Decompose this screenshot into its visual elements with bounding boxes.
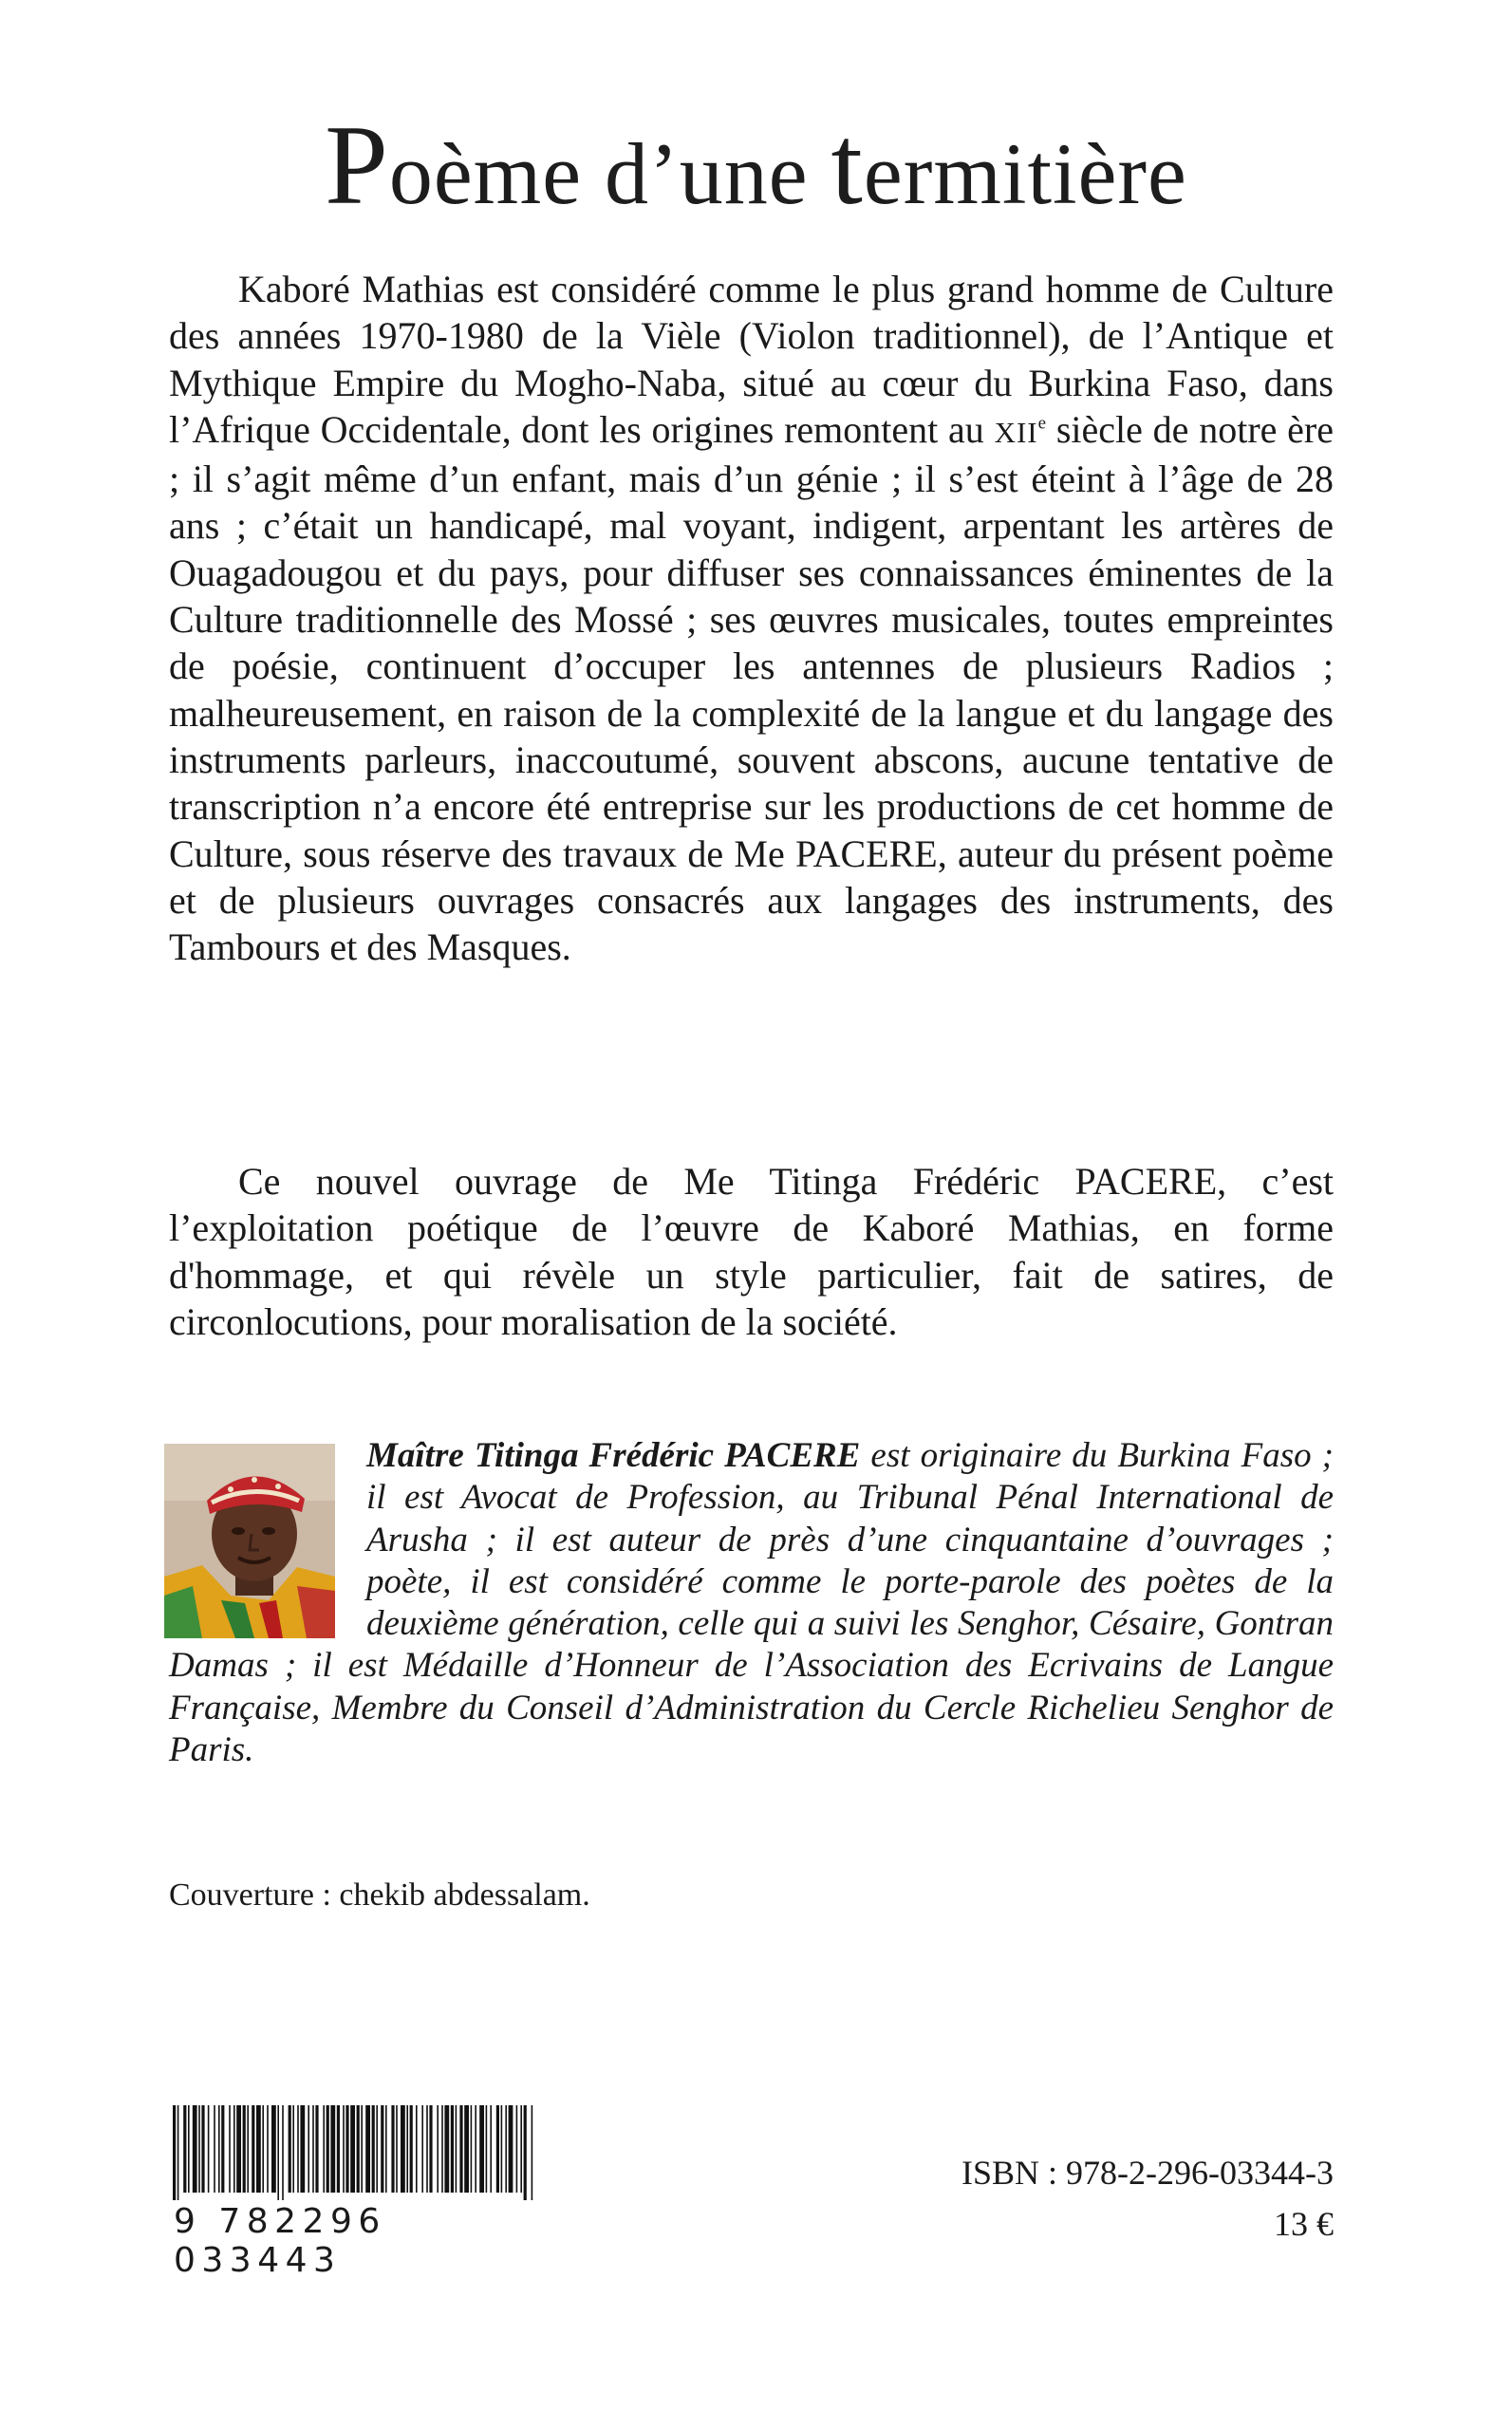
barcode-bar xyxy=(357,2105,360,2193)
description-paragraph-2 xyxy=(169,1158,1334,1345)
barcode-bar xyxy=(524,2105,527,2200)
barcode-bar xyxy=(177,2105,179,2200)
barcode-bar xyxy=(509,2105,513,2193)
barcode-bar xyxy=(496,2105,499,2193)
barcode-bar xyxy=(372,2105,375,2193)
barcode-bar xyxy=(267,2105,269,2193)
barcode-bar xyxy=(441,2105,443,2193)
barcode-bar xyxy=(183,2105,186,2193)
barcode-bar xyxy=(451,2105,454,2193)
barcode-bar xyxy=(201,2105,204,2193)
barcode-bar xyxy=(501,2105,503,2193)
barcode-bar xyxy=(327,2105,329,2193)
barcode-bar xyxy=(396,2105,398,2193)
barcode-bar xyxy=(218,2105,220,2193)
barcode-bar xyxy=(233,2105,235,2193)
barcode-bar xyxy=(193,2105,197,2193)
barcode-bar xyxy=(262,2105,264,2193)
barcode-bar xyxy=(221,2105,224,2193)
paragraph-1-text-b: siècle de notre ère ; il s’agit même d’un enfant, mais d’un génie ; il s’est éteint à l’âge de 28 ans ; c’était un handicapé, mal voyant, indigent, arpentant les artères de Ouagadougou et du pays, pour diffuser ses connaissances éminentes de la Culture traditionnelle des Mossé ; ses œuvres musicales, toutes empreintes de poésie, continuent d’occuper les antennes de plusieurs Radios ; malheureusement, en raison de la complexité de la langue et du langage des instruments parleurs, inaccoutumé, souvent abscons, aucune tentative de transcription n’a encore été entreprise sur les productions de cet homme de Culture, sous réserve des travaux de Me PACERE, auteur du présent poème et de plusieurs ouvrages consacrés aux langages des instruments, des Tambours et des Masques. xyxy=(169,407,1334,969)
barcode-bar xyxy=(416,2105,418,2193)
barcode-bar xyxy=(247,2105,249,2193)
barcode-digits: 9 782296 033443 xyxy=(174,2202,386,2280)
barcode-bar xyxy=(464,2105,469,2193)
barcode-bar xyxy=(475,2105,476,2193)
barcode-bar xyxy=(323,2105,325,2193)
title-initial-t: t xyxy=(831,102,864,228)
barcode-bar xyxy=(243,2105,246,2193)
barcode-bar xyxy=(361,2105,363,2193)
barcode-bar xyxy=(437,2105,439,2193)
barcode-bar xyxy=(444,2105,449,2193)
barcode-bar xyxy=(312,2105,314,2193)
barcode-bar xyxy=(532,2105,533,2200)
barcode-bar xyxy=(208,2105,210,2193)
barcode-bar xyxy=(376,2105,378,2193)
barcode-bar xyxy=(198,2105,200,2193)
barcode-bar xyxy=(337,2105,340,2193)
barcode-bar xyxy=(282,2105,284,2200)
title-part-1: oème d’une xyxy=(388,125,831,222)
barcode-bar xyxy=(297,2105,299,2193)
barcode-bar xyxy=(343,2105,345,2193)
author-bio xyxy=(169,1435,1334,1771)
barcode-bar xyxy=(214,2105,215,2193)
barcode-bar xyxy=(459,2105,462,2193)
barcode-bar xyxy=(410,2105,413,2193)
barcode-bar xyxy=(471,2105,473,2193)
title-initial-p: P xyxy=(325,102,389,228)
barcode-bar xyxy=(429,2105,432,2193)
author-bio-text: est originaire du Burkina Faso ; il est Avocat de Profession, au Tribunal Pénal International de Arusha ; il est auteur de près d’une cinquantaine d’ouvrages ; poète, il est considéré comme le porte-parole des poètes de la deuxième génération, celle qui a suivi les Senghor, Césaire, Gontran Damas ; il est Médaille d’Honneur de l’Association des Ecrivains de Langue Française, Membre du Conseil d’Administration du Cercle Richelieu Senghor de Paris. xyxy=(169,1436,1334,1770)
barcode-bar xyxy=(401,2105,405,2193)
century-suffix: e xyxy=(1037,413,1047,434)
barcode-bar xyxy=(252,2105,254,2193)
barcode-bar xyxy=(520,2105,522,2193)
barcode-bar xyxy=(345,2105,348,2193)
barcode-bar xyxy=(486,2105,488,2193)
barcode-bar xyxy=(426,2105,428,2193)
barcode-bar xyxy=(271,2105,276,2193)
paragraph-2-text: Ce nouvel ouvrage de Me Titinga Frédéric PACERE, c’est l’exploitation poétique de l’œuvre de Kaboré Mathias, en forme d'hommage, et qui révèle un style particulier, fait de satires, de circonlocutions, pour moralisation de la société. xyxy=(169,1160,1334,1343)
description-paragraph-1 xyxy=(169,266,1334,970)
barcode-bar xyxy=(406,2105,408,2193)
title-part-2: ermitière xyxy=(863,125,1187,222)
barcode-bar xyxy=(365,2105,370,2193)
barcode-bar xyxy=(229,2105,231,2193)
barcode-bar xyxy=(289,2105,291,2193)
paragraph-1-text-a: Kaboré Mathias est considéré comme le plus grand homme de Culture des années 1970-1980 de la Vièle (Violon traditionnel), de l’Antique et Mythique Empire du Mogho-Naba, situé au cœur du Burkina Faso, dans l’Afrique Occidentale, dont les origines remontent au xyxy=(169,268,1334,451)
barcode-bar xyxy=(188,2105,190,2193)
barcode-bar xyxy=(421,2105,423,2193)
barcode-bar xyxy=(516,2105,518,2193)
book-title xyxy=(0,100,1512,231)
barcode-bar xyxy=(330,2105,335,2193)
barcode-bar xyxy=(385,2105,387,2193)
barcode-bar xyxy=(315,2105,318,2193)
isbn-number: ISBN : 978-2-296-03344-3 xyxy=(961,2154,1334,2192)
barcode-bar xyxy=(256,2105,261,2193)
century-numeral: XII xyxy=(994,415,1038,449)
barcode-bar xyxy=(292,2105,294,2193)
barcode-bar xyxy=(236,2105,241,2193)
author-name: Maître Titinga Frédéric PACERE xyxy=(366,1436,861,1475)
cover-credit: Couverture : chekib abdessalam. xyxy=(169,1877,590,1913)
barcode-bar xyxy=(173,2105,176,2200)
barcode-bar xyxy=(505,2105,507,2193)
barcode-bar xyxy=(350,2105,355,2193)
barcode-bar xyxy=(300,2105,305,2193)
price: 13 € xyxy=(1274,2205,1334,2243)
barcode-bar xyxy=(381,2105,383,2193)
barcode-bar xyxy=(490,2105,492,2193)
barcode-bar xyxy=(391,2105,394,2193)
barcode-bar xyxy=(308,2105,309,2193)
barcode-bar xyxy=(277,2105,279,2200)
barcode-bar xyxy=(456,2105,457,2193)
barcode-bar xyxy=(479,2105,484,2193)
